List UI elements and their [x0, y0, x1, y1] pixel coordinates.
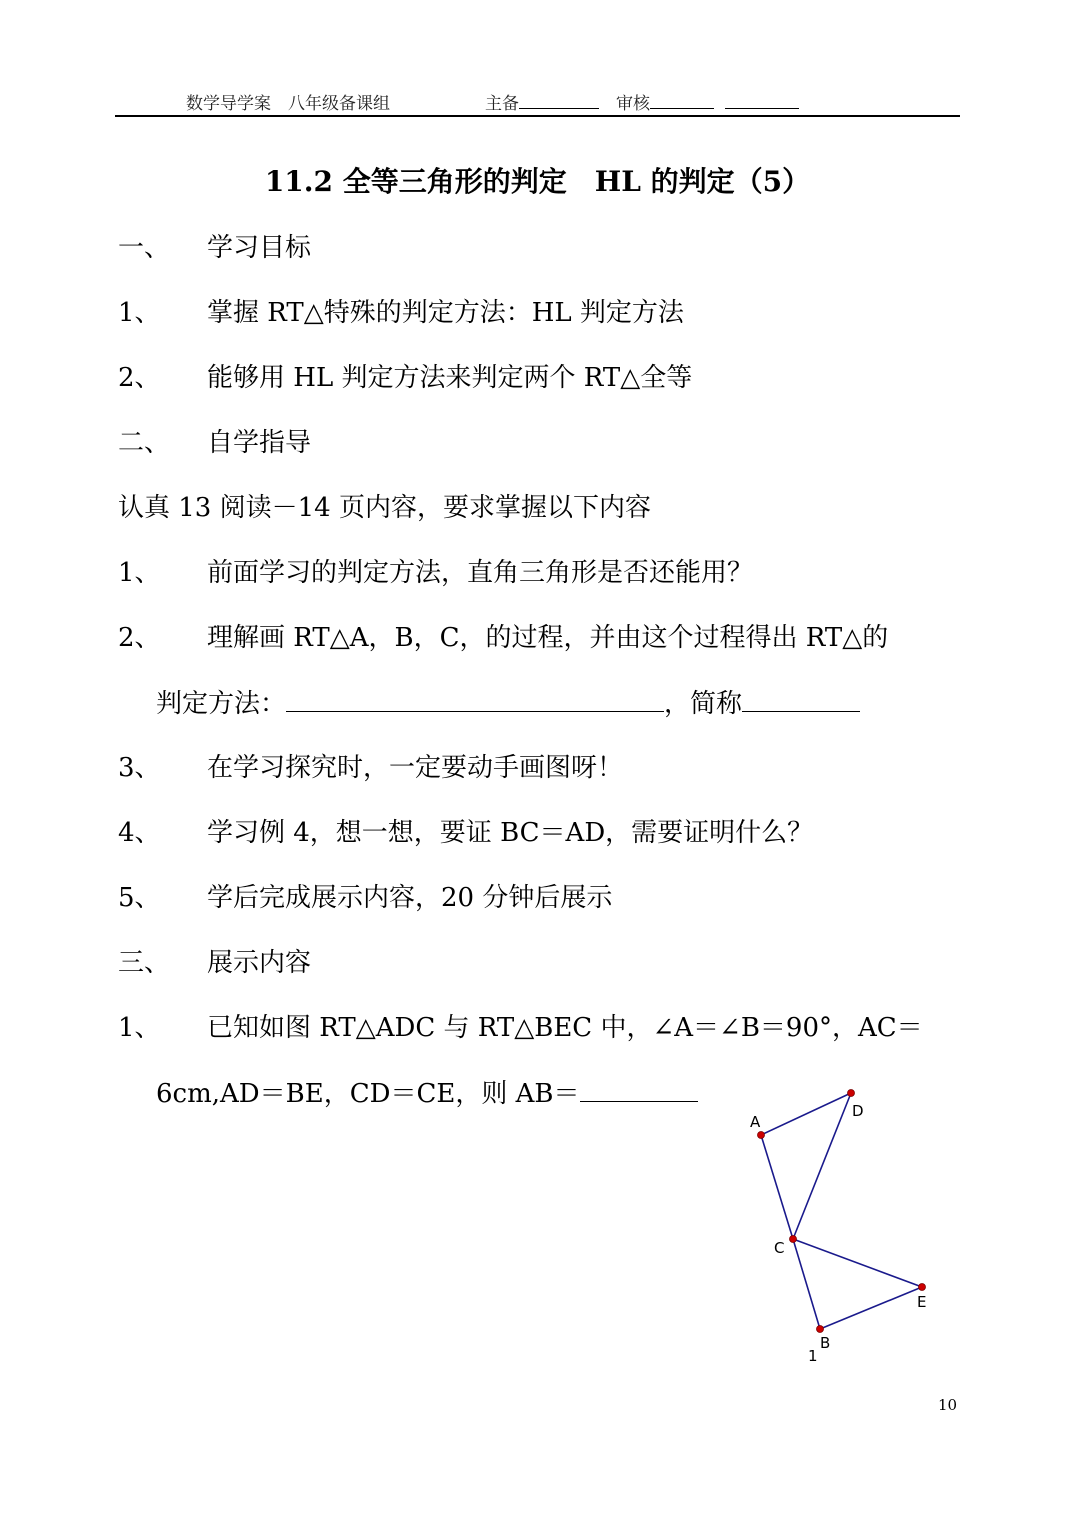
fill-label: 判定方法：: [156, 689, 287, 719]
segment-dc: [793, 1093, 851, 1239]
label-d: D: [852, 1102, 864, 1120]
point-c: [790, 1236, 797, 1243]
segment-ac: [761, 1135, 793, 1239]
fill-in-line: [156, 687, 860, 720]
segment-ce: [793, 1239, 922, 1287]
label-b: B: [820, 1334, 831, 1352]
item-number: 2、: [118, 623, 161, 653]
fill-label: 6cm,AD＝BE，CD＝CE，则 AB＝: [156, 1079, 580, 1109]
reviewer-blank: [650, 92, 714, 109]
reviewer-blank-2: [725, 92, 799, 109]
fill-label-2: ，简称: [664, 689, 743, 719]
page-title: 11.2 全等三角形的判定 HL 的判定（5）: [264, 165, 811, 198]
section-number: 一、: [118, 233, 171, 263]
preparer-label: 主备: [485, 94, 519, 114]
section-number: 三、: [118, 948, 171, 978]
item-number: 1、: [118, 558, 161, 588]
label-c: C: [774, 1239, 785, 1257]
item-text: 掌握 RT△特殊的判定方法：HL 判定方法: [207, 298, 684, 328]
answer-blank: [286, 687, 664, 712]
segment-be: [820, 1287, 922, 1329]
preparer-blank: [519, 92, 599, 109]
item-number: 3、: [118, 753, 161, 783]
item-number: 5、: [118, 883, 161, 913]
item-text: 能够用 HL 判定方法来判定两个 RT△全等: [207, 363, 693, 393]
figure-lines: [761, 1093, 922, 1329]
header-left: 数学导学案 八年级备课组: [186, 94, 390, 114]
item-number: 1、: [118, 1013, 161, 1043]
section-title: 自学指导: [207, 428, 312, 458]
header-preparer: [485, 89, 599, 114]
segment-cb: [793, 1239, 820, 1329]
section-title: 学习目标: [207, 233, 312, 263]
header-reviewer: [616, 89, 799, 114]
item-number: 4、: [118, 818, 161, 848]
item-text: 前面学习的判定方法，直角三角形是否还能用？: [207, 558, 754, 588]
point-e: [919, 1284, 926, 1291]
item-number: 1、: [118, 298, 161, 328]
triangle-figure: [740, 1080, 940, 1370]
section-title: 展示内容: [207, 948, 312, 978]
item-number: 2、: [118, 363, 161, 393]
item-text: 已知如图 RT△ADC 与 RT△BEC 中，∠A＝∠B＝90°，AC＝: [207, 1013, 923, 1043]
point-d: [848, 1090, 855, 1097]
item-text: 理解画 RT△A，B，C，的过程，并由这个过程得出 RT△的: [207, 623, 889, 653]
header-rule: [115, 115, 960, 117]
label-e: E: [917, 1293, 927, 1311]
intro-text: 认真 13 阅读－14 页内容，要求掌握以下内容: [118, 493, 651, 523]
answer-blank: [742, 687, 860, 712]
label-one: 1: [808, 1347, 818, 1365]
label-a: A: [750, 1113, 761, 1131]
item-text: 学习例 4，想一想，要证 BC＝AD，需要证明什么？: [207, 818, 814, 848]
answer-blank: [580, 1077, 698, 1102]
page-number: 10: [938, 1396, 958, 1414]
fill-in-line: [156, 1077, 698, 1110]
point-b: [817, 1326, 824, 1333]
reviewer-label: 审核: [616, 94, 650, 114]
item-text: 学后完成展示内容，20 分钟后展示: [207, 883, 613, 913]
item-text: 在学习探究时，一定要动手画图呀！: [207, 753, 624, 783]
section-number: 二、: [118, 428, 171, 458]
point-a: [758, 1132, 765, 1139]
